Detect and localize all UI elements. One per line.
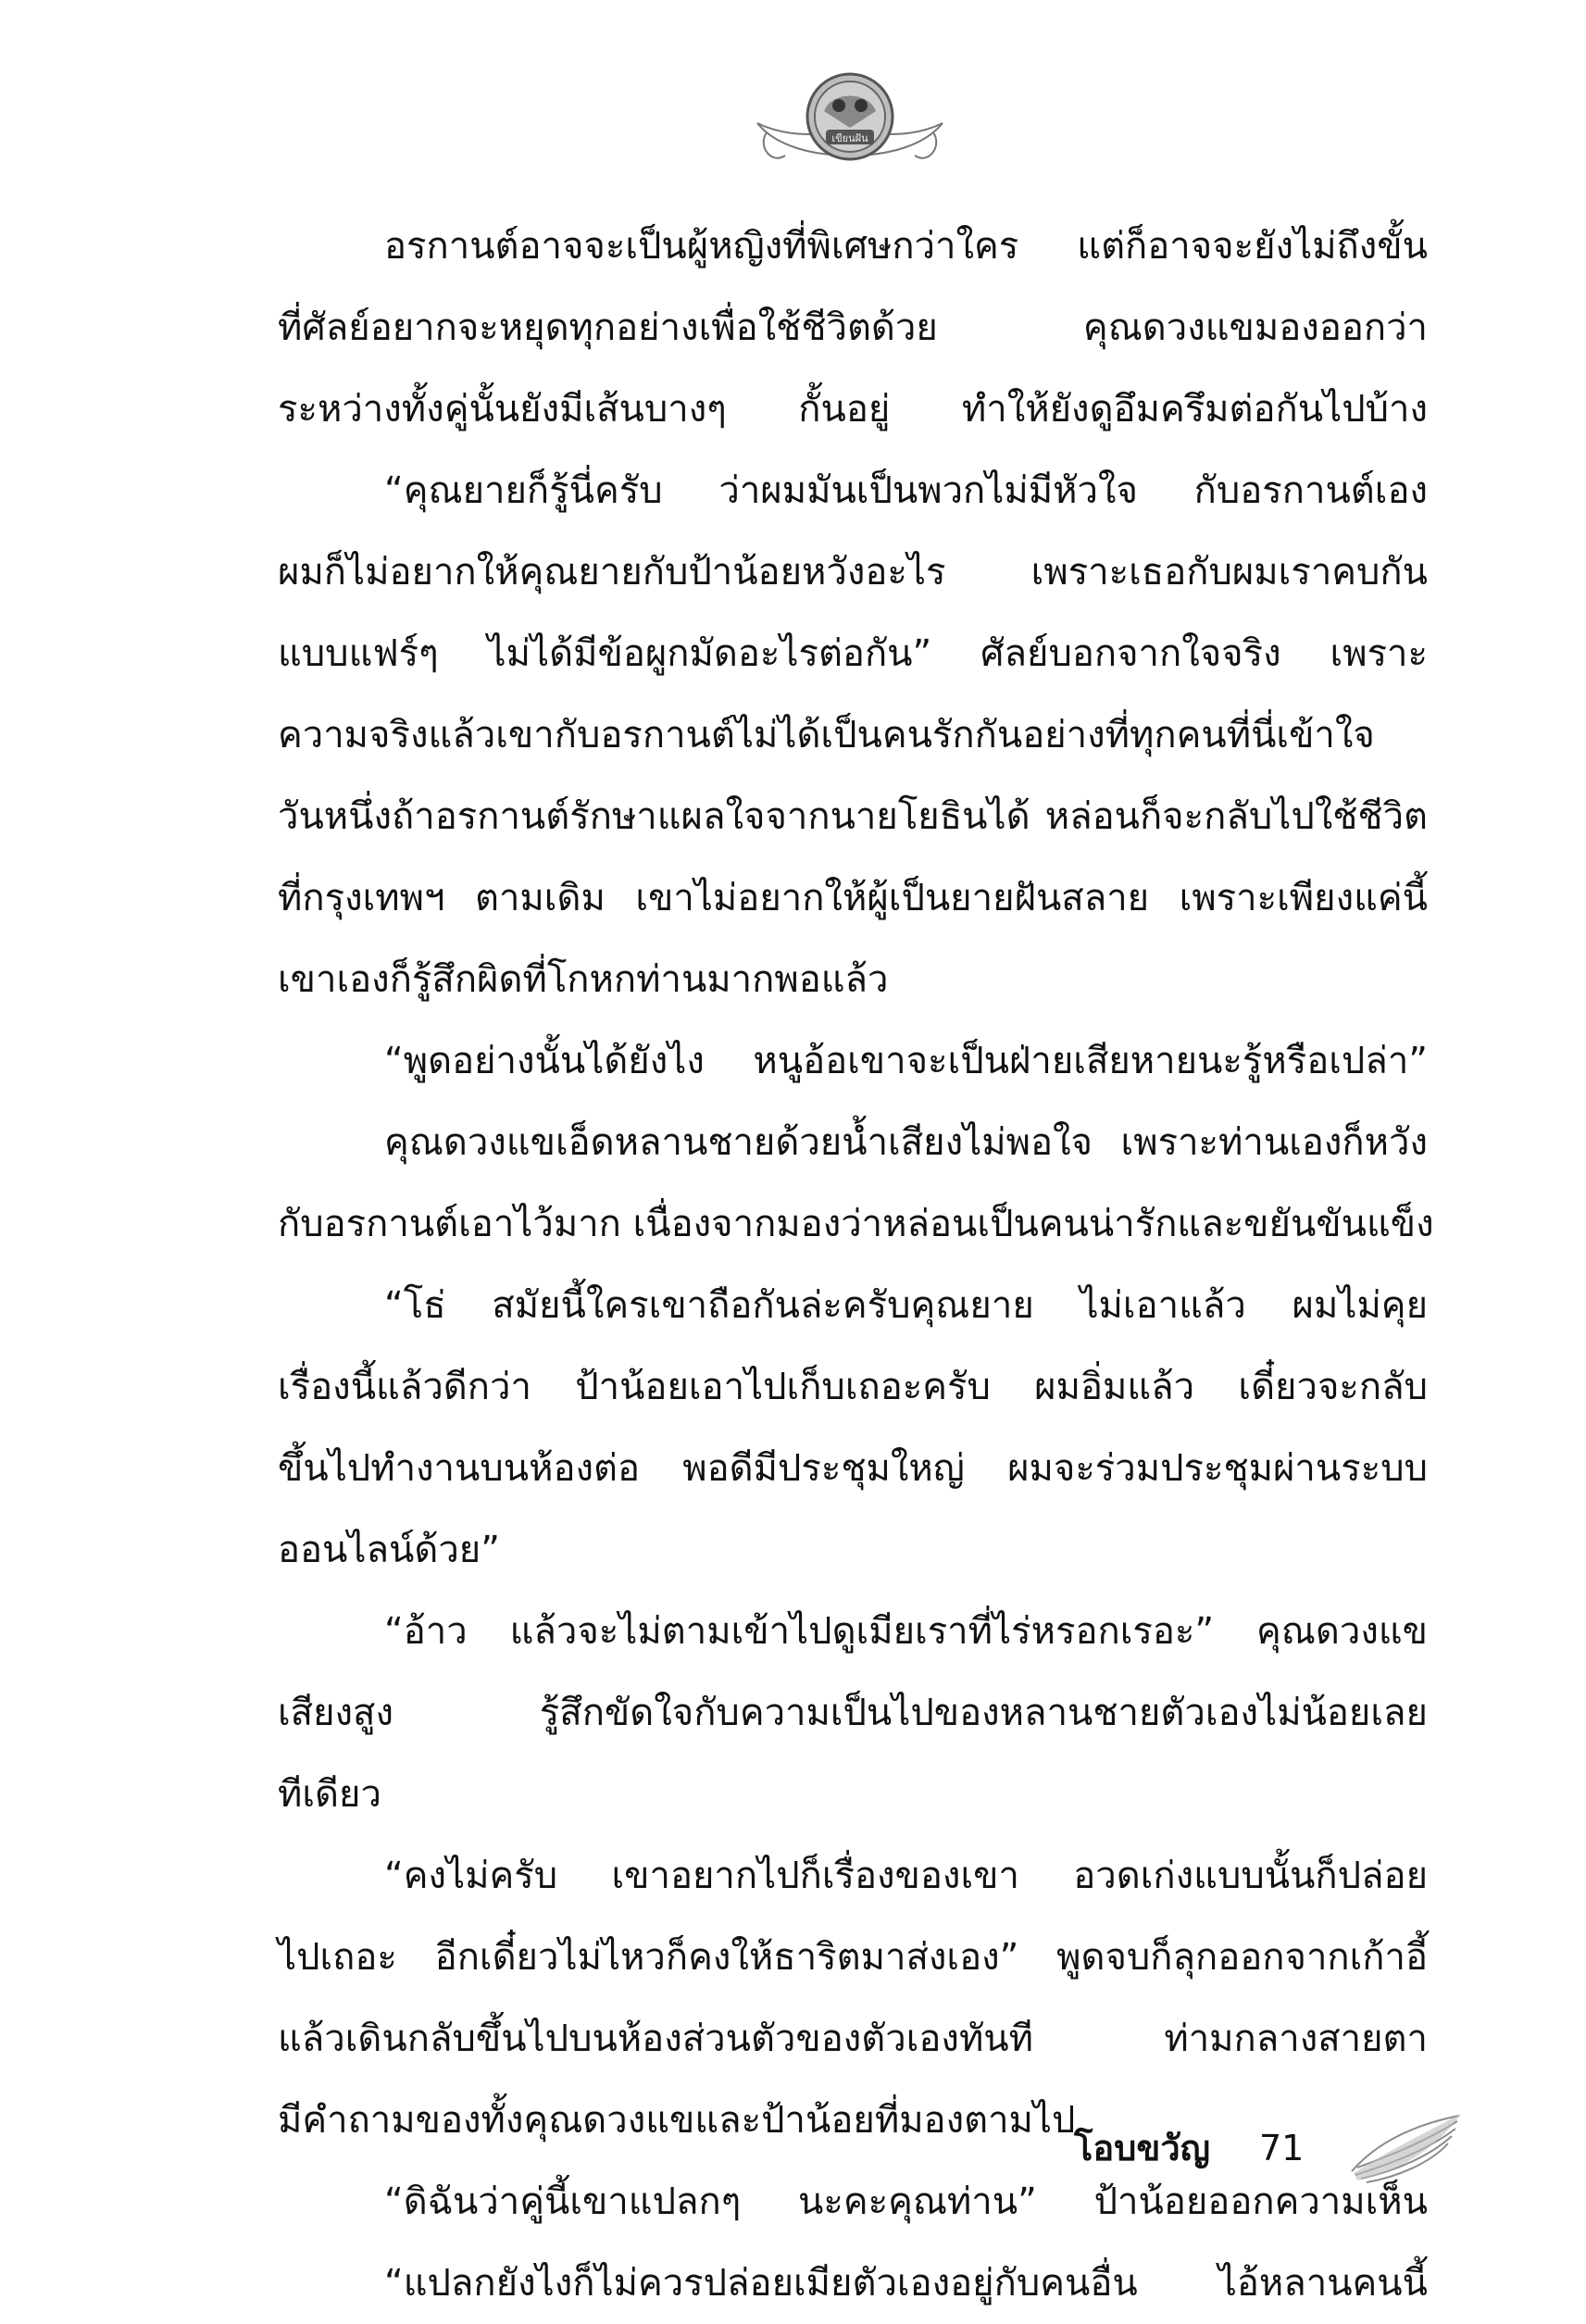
text-line: ที่กรุงเทพฯ ตามเดิม เขาไม่อยากให้ผู้เป็นยายฝันสลาย เพราะเพียงแค่นี้ (278, 877, 1428, 919)
header-emblem-icon (739, 44, 961, 193)
header-emblem-label: เขียนฝัน (831, 132, 868, 144)
text-line: กับอรกานต์เอาไว้มาก เนื่องจากมองว่าหล่อนเป็นคนน่ารักและขยันขันแข็ง (278, 1203, 1434, 1245)
page-footer (1074, 2106, 1463, 2190)
text-line: วันหนึ่งถ้าอรกานต์รักษาแผลใจจากนายโยธินได้ หล่อนก็จะกลับไปใช้ชีวิต (278, 795, 1428, 838)
text-line: ทีเดียว (278, 1773, 381, 1816)
text-line: แล้วเดินกลับขึ้นไปบนห้องส่วนตัวของตัวเองทันที ท่ามกลางสายตา (278, 2018, 1428, 2060)
text-line: “พูดอย่างนั้นได้ยังไง หนูอ้อเขาจะเป็นฝ่ายเสียหายนะรู้หรือเปล่า” (384, 1040, 1428, 1082)
text-line: “แปลกยังไงก็ไม่ควรปล่อยเมียตัวเองอยู่กับคนอื่น ไอ้หลานคนนี้ (384, 2262, 1428, 2305)
text-line: “คุณยายก็รู้นี่ครับ ว่าผมมันเป็นพวกไม่มีหัวใจ กับอรกานต์เอง (384, 469, 1428, 512)
text-line: “คงไม่ครับ เขาอยากไปก็เรื่องของเขา อวดเก่งแบบนั้นก็ปล่อย (384, 1855, 1428, 1897)
text-line: ออนไลน์ด้วย” (278, 1529, 500, 1571)
text-line: ระหว่างทั้งคู่นั้นยังมีเส้นบางๆ กั้นอยู่ ทำให้ยังดูอึมครึมต่อกันไปบ้าง (278, 388, 1428, 431)
text-line: “โธ่ สมัยนี้ใครเขาถือกันล่ะครับคุณยาย ไม่เอาแล้ว ผมไม่คุย (384, 1284, 1428, 1327)
text-line: ความจริงแล้วเขากับอรกานต์ไม่ได้เป็นคนรักกันอย่างที่ทุกคนที่นี่เข้าใจ (278, 714, 1375, 756)
text-line: ไปเถอะ อีกเดี๋ยวไม่ไหวก็คงให้ธาริตมาส่งเอง” พูดจบก็ลุกออกจากเก้าอี้ (278, 1936, 1428, 1979)
page-number: 71 (1259, 2128, 1305, 2168)
text-line: “ดิฉันว่าคู่นี้เขาแปลกๆ นะคะคุณท่าน” ป้าน้อยออกความเห็น (384, 2180, 1428, 2223)
text-line: เสียงสูง รู้สึกขัดใจกับความเป็นไปของหลานชายตัวเองไม่น้อยเลย (278, 1692, 1428, 1734)
text-line: เขาเองก็รู้สึกผิดที่โกหกท่านมากพอแล้ว (278, 958, 889, 1001)
text-line: อรกานต์อาจจะเป็นผู้หญิงที่พิเศษกว่าใคร แต่ก็อาจจะยังไม่ถึงขั้น (384, 225, 1428, 268)
text-line: ที่ศัลย์อยากจะหยุดทุกอย่างเพื่อใช้ชีวิตด้วย คุณดวงแขมองออกว่า (278, 306, 1428, 349)
text-line: ผมก็ไม่อยากให้คุณยายกับป้าน้อยหวังอะไร เพราะเธอกับผมเราคบกัน (278, 551, 1428, 593)
text-line: เรื่องนี้แล้วดีกว่า ป้าน้อยเอาไปเก็บเถอะครับ ผมอิ่มแล้ว เดี๋ยวจะกลับ (278, 1366, 1428, 1408)
text-line: คุณดวงแขเอ็ดหลานชายด้วยน้ำเสียงไม่พอใจ เพราะท่านเองก็หวัง (384, 1121, 1428, 1164)
text-body (278, 206, 1434, 2324)
text-line: “อ้าว แล้วจะไม่ตามเข้าไปดูเมียเราที่ไร่หรอกเรอะ” คุณดวงแข (384, 1610, 1428, 1653)
book-title: โอบขวัญ (1074, 2128, 1211, 2168)
text-line: ขึ้นไปทำงานบนห้องต่อ พอดีมีประชุมใหญ่ ผมจะร่วมประชุมผ่านระบบ (278, 1447, 1428, 1490)
text-line: แบบแฟร์ๆ ไม่ได้มีข้อผูกมัดอะไรต่อกัน” ศัลย์บอกจากใจจริง เพราะ (278, 632, 1428, 675)
text-line: มีคำถามของทั้งคุณดวงแขและป้าน้อยที่มองตามไป (278, 2099, 1076, 2142)
feather-icon (1348, 2106, 1463, 2190)
